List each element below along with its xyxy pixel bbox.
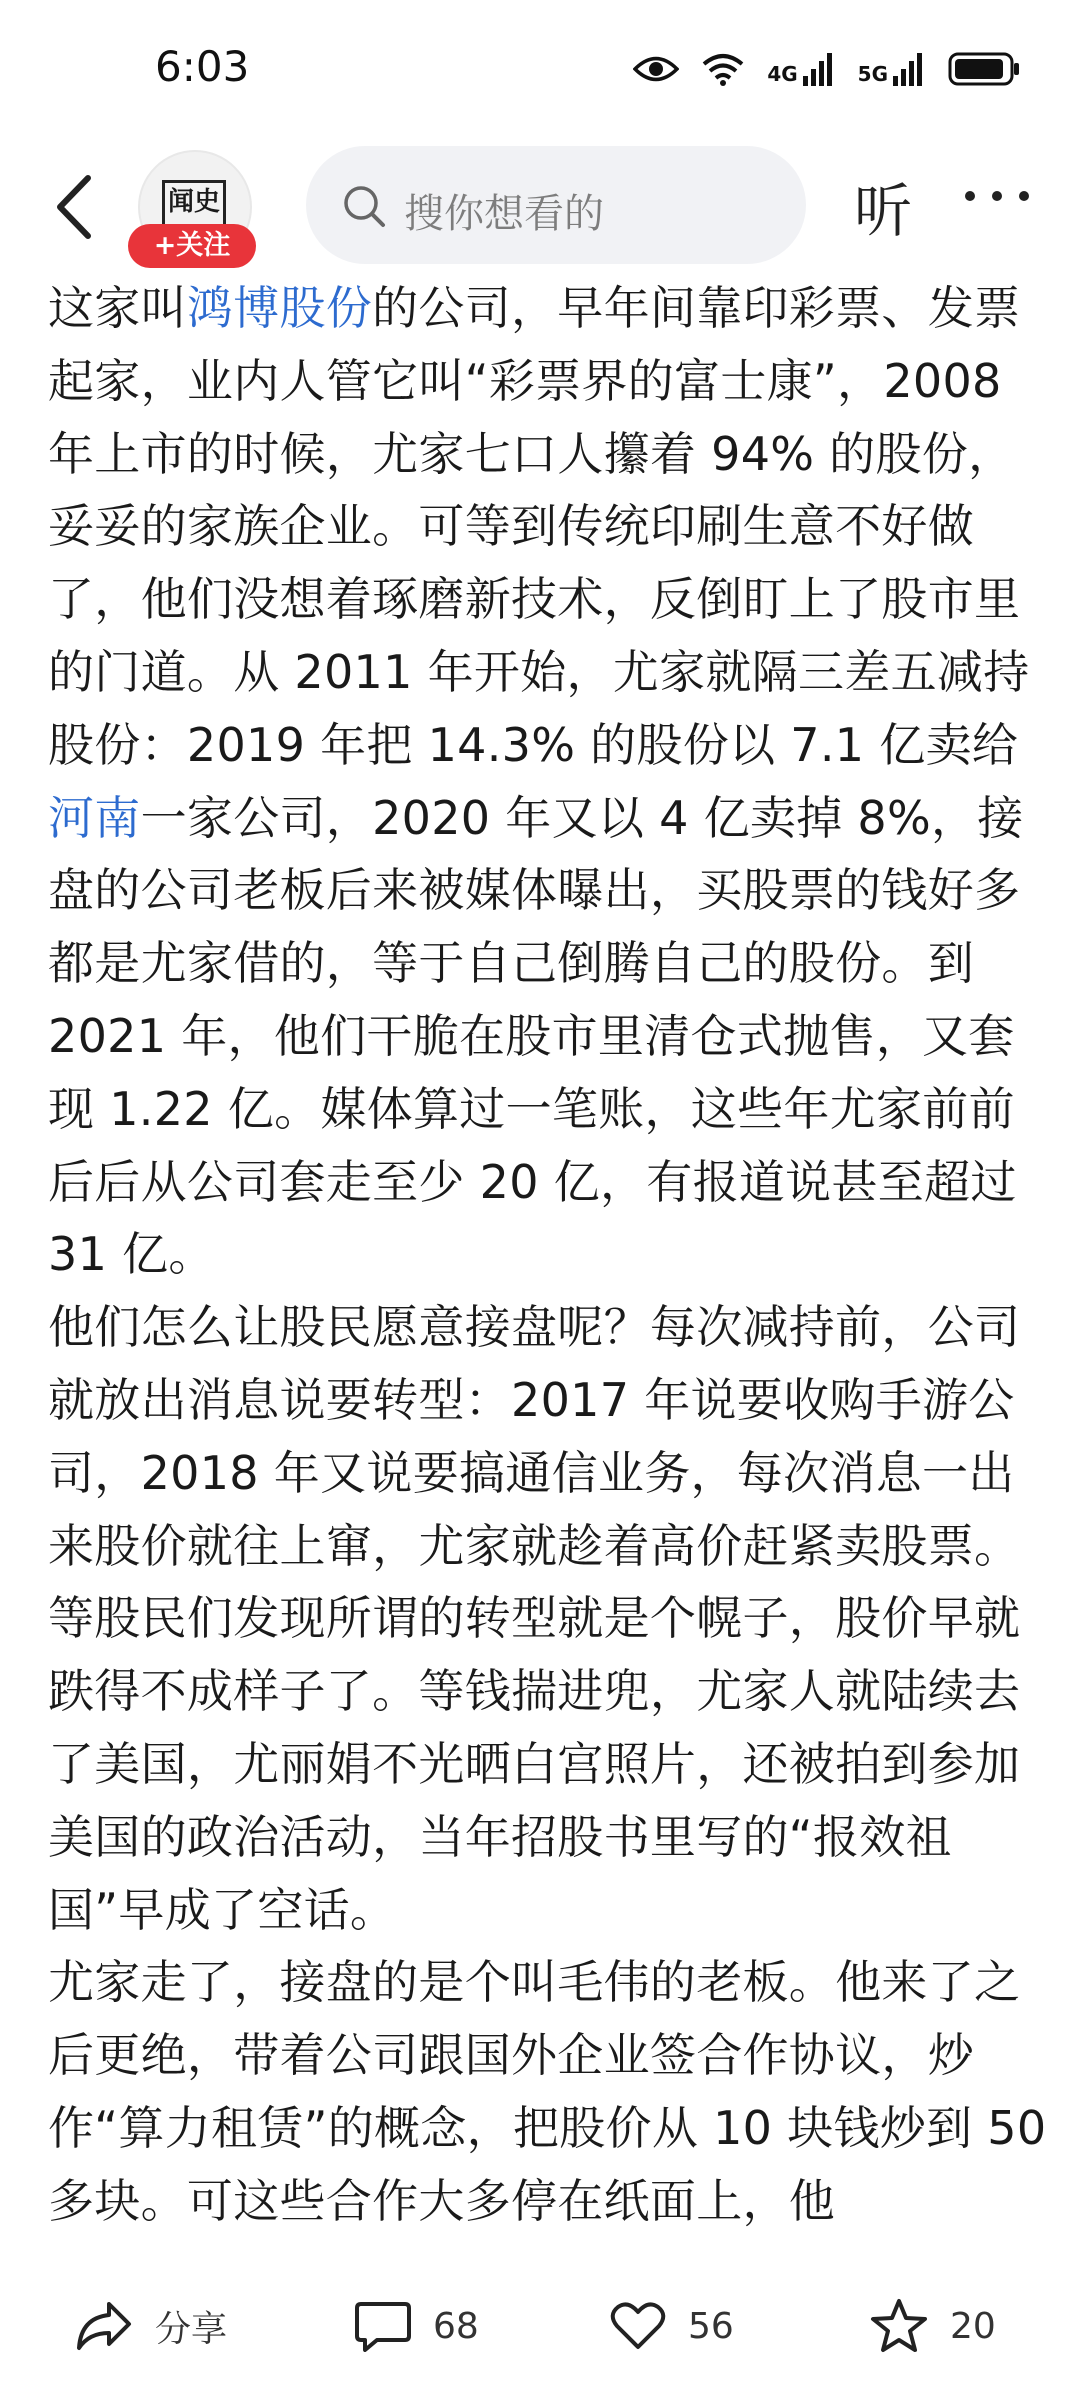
article-paragraph — [48, 1946, 1048, 2237]
share-button[interactable] — [75, 2296, 227, 2356]
heart-icon — [610, 2301, 666, 2351]
back-icon[interactable] — [50, 172, 100, 242]
article-header — [0, 140, 1080, 270]
share-label: 分享 — [155, 2308, 228, 2350]
link-hongbo-gufen[interactable]: 鸿博股份 — [186, 281, 373, 335]
wifi-icon — [701, 52, 745, 86]
signal-icon — [802, 52, 836, 86]
like-count: 56 — [688, 2305, 734, 2347]
comment-count: 68 — [433, 2305, 479, 2347]
favorite-count: 20 — [950, 2305, 996, 2347]
network-label-2: 5G — [857, 62, 888, 86]
text-segment: 尤家走了，接盘的是个叫毛伟的老板。他来了之后更绝，带着公司跟国外企业签合作协议，炒作“算力租赁”的概念，把股价从 10 块钱炒到 50 多块。可这些合作大多停在纸面上，他 — [48, 1955, 1047, 2228]
search-placeholder: 搜你想看的 — [404, 191, 604, 237]
network-label-1: 4G — [767, 62, 798, 86]
signal-group-1 — [767, 52, 835, 86]
battery-icon — [948, 52, 1020, 86]
author-avatar-wrap[interactable] — [128, 150, 260, 268]
search-icon — [342, 184, 386, 228]
eye-icon — [633, 54, 679, 84]
avatar-logo: 闻史 — [162, 180, 226, 228]
text-segment: 一家公司，2020 年又以 4 亿卖掉 8%，接盘的公司老板后来被媒体曝出，买股票的钱好多都是尤家借的，等于自己倒腾自己的股份。到 2021 年，他们干脆在股市里清仓式抛售，又套现 1.22 亿。媒体算过一笔账，这些年尤家前前后后从公司套走至少 20 亿，有报道说甚至超过 31 亿。 — [48, 790, 1024, 1282]
text-segment: 他们怎么让股民愿意接盘呢？每次减持前，公司就放出消息说要转型：2017 年说要收购手游公司，2018 年又说要搞通信业务，每次消息一出来股价就往上窜，尤家就趁着高价赶紧卖股票。等股民们发现所谓的转型就是个幌子，股价早就跌得不成样子了。等钱揣进兜，尤家人就陆续去了美国，尤丽娟不光晒白宫照片，还被拍到参加美国的政治活动，当年招股书里写的“报效祖国”早成了空话。 — [48, 1300, 1021, 1937]
share-icon — [75, 2300, 133, 2352]
search-input[interactable] — [306, 146, 806, 264]
status-icons — [633, 46, 1020, 92]
like-button[interactable] — [610, 2296, 734, 2356]
listen-button[interactable]: 听 — [854, 177, 913, 245]
comment-button[interactable] — [355, 2296, 479, 2356]
follow-button[interactable]: +关注 — [128, 224, 256, 268]
signal-icon — [892, 52, 926, 86]
status-time: 6:03 — [155, 42, 250, 91]
article-paragraph — [48, 1291, 1048, 1946]
favorite-button[interactable] — [870, 2296, 996, 2356]
comment-icon — [355, 2300, 411, 2352]
article-body — [48, 272, 1048, 2238]
bottom-action-bar — [0, 2262, 1080, 2400]
article-paragraph — [48, 272, 1048, 1291]
signal-group-2 — [858, 52, 926, 86]
link-henan[interactable]: 河南 — [48, 790, 141, 845]
status-bar — [0, 0, 1080, 140]
text-segment: 的公司，早年间靠印彩票、发票起家，业内人管它叫“彩票界的富士康”，2008 年上市的时候，尤家七口人攥着 94% 的股份，妥妥的家族企业。可等到传统印刷生意不好做了，他们没想着琢磨新技术，反倒盯上了股市里的门道。从 2011 年开始，尤家就隔三差五减持股份：2019 年把 14.3% 的股份以 7.1 亿卖给 — [48, 281, 1030, 772]
more-icon[interactable] — [962, 176, 1032, 216]
star-icon — [870, 2298, 928, 2354]
text-segment: 这家叫 — [48, 281, 187, 335]
